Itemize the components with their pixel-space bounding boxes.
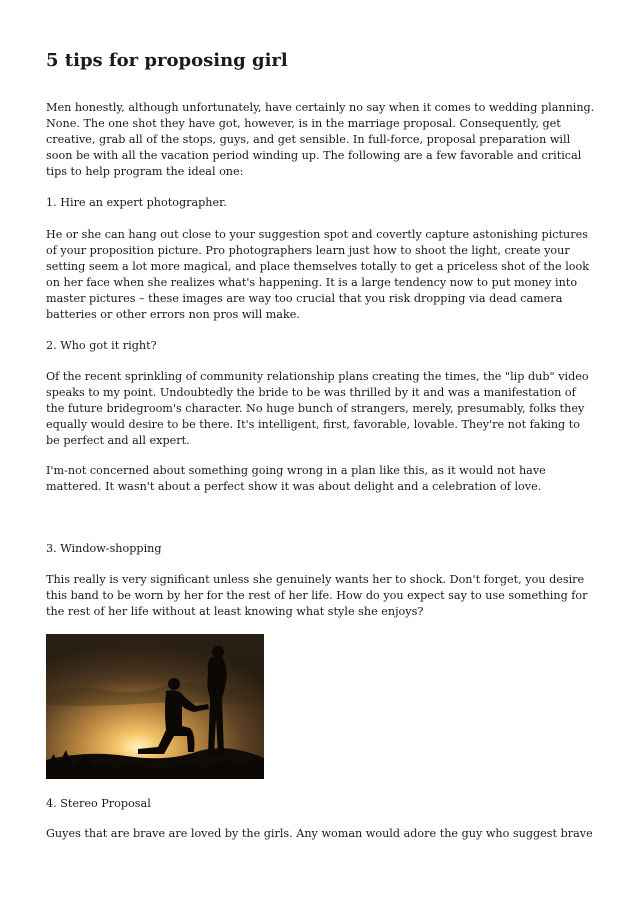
tip-4-paragraph: Guyes that are brave are loved by the girls. Any woman would adore the guy who suggest brave	[46, 827, 593, 840]
intro-paragraph: Men honestly, although unfortunately, have certainly no say when it comes to wedding planning. None. The one shot they have got, however, is in the marriage proposal. Consequently, get creative, grab all of the stops, guys, and get sensible. In full-force, proposal preparation will soon be with all the vacation period winding up. The following are a few favorable and critical tips to help program the ideal one:	[46, 101, 595, 178]
tip-1-paragraph: He or she can hang out close to your suggestion spot and covertly capture astonishing pictures of your proposition picture. Pro photographers learn just how to shoot the light, create your setting seem a lot more magical, and place themselves totally to get a priceless shot of the look on her face when she realizes what's happening. It is a large tendency now to put money into master pictures – these images are way too crucial that you risk dropping via dead camera batteries or other errors non pros will make.	[46, 228, 590, 321]
tip-4-heading: 4. Stereo Proposal	[46, 797, 151, 810]
tip-1-heading: 1. Hire an expert photographer.	[46, 196, 227, 209]
proposal-silhouette-photo	[46, 634, 264, 779]
tip-2-heading: 2. Who got it right?	[46, 339, 157, 352]
tip-3-heading: 3. Window-shopping	[46, 542, 162, 555]
tip-2-paragraph-a: Of the recent sprinkling of community relationship plans creating the times, the "lip dub" video speaks to my point. Undoubtedly the bride to be was thrilled by it and was a manifestation of the future bridegroom's character. No huge bunch of strangers, merely, presumably, folks they equally would desire to be there. It's intelligent, first, favorable, lovable. They're not faking to be perfect and all expert.	[46, 370, 589, 447]
sunset-proposal-image	[46, 634, 264, 779]
tip-3-paragraph: This really is very significant unless she genuinely wants her to shock. Don't forget, you desire this band to be worn by her for the rest of her life. How do you expect say to use something for the rest of her life without at least knowing what style she enjoys?	[46, 573, 588, 618]
page-title: 5 tips for proposing girl	[46, 50, 288, 71]
tip-2-paragraph-b: I'm-not concerned about something going wrong in a plan like this, as it would not have mattered. It wasn't about a perfect show it was about delight and a celebration of love.	[46, 464, 546, 493]
